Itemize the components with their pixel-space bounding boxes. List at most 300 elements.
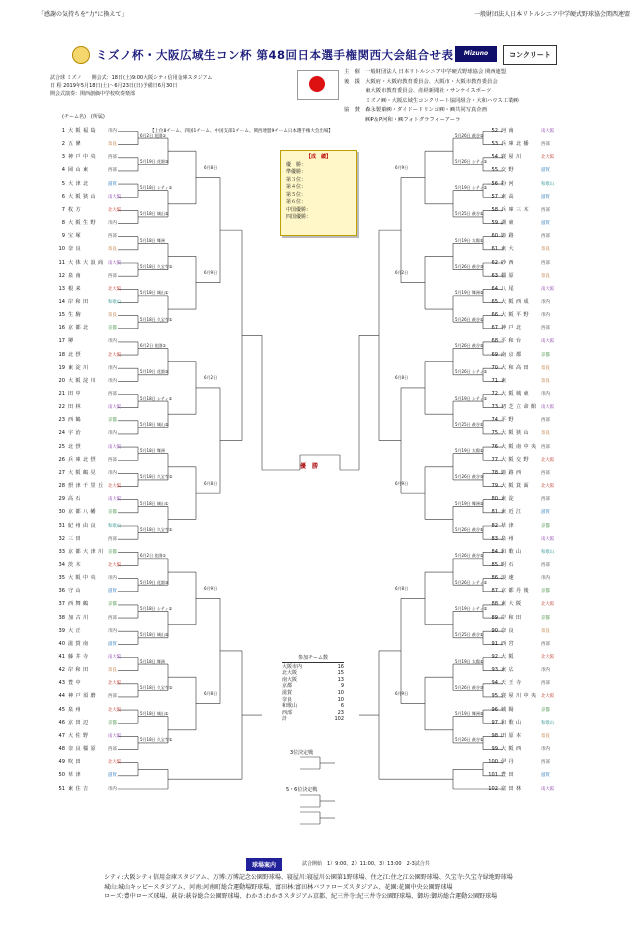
count-region: 南大阪: [282, 676, 298, 683]
team-entry: [486, 745, 550, 754]
team-entry: [486, 508, 550, 517]
team-entry: [52, 390, 117, 399]
team-name: 大阪淀川: [68, 377, 98, 384]
team-number: 89: [491, 614, 498, 621]
team-name: 東淀: [501, 496, 516, 503]
team-entry: [52, 180, 117, 189]
team-affiliation: 西部: [108, 155, 117, 161]
team-number: 37: [58, 601, 65, 608]
team-number: 80: [491, 496, 498, 503]
match-label: 6月2日 花園①: [140, 553, 166, 559]
sponsor-line: 主 催 一般財団法人 日本リトルシニア中学硬式野球協会 関西連盟: [344, 69, 507, 75]
team-number: 72: [491, 391, 498, 397]
team-affiliation: 南大阪: [108, 194, 122, 200]
count-value: 15: [337, 670, 344, 677]
team-entry: [52, 522, 121, 531]
team-entry: [52, 351, 121, 360]
team-entry: [52, 377, 117, 386]
match-label: 5月26日 萩谷②: [455, 553, 484, 559]
team-number: 70: [491, 364, 498, 371]
team-number: 34: [58, 561, 65, 568]
team-entry: [486, 324, 550, 333]
team-number: 3: [61, 154, 65, 161]
team-entry: [52, 206, 121, 215]
team-number: 68: [491, 338, 498, 345]
team-number: 97: [491, 719, 498, 726]
team-number: 87: [491, 588, 498, 595]
match-label: 6月9日: [395, 690, 409, 696]
team-entry: [52, 640, 117, 649]
team-affiliation: 西部: [541, 260, 550, 266]
team-affiliation: 南大阪: [541, 786, 555, 792]
count-row: [282, 710, 344, 717]
match-label: 5月18日 久宝寺①: [140, 737, 173, 743]
match-label: 5月18日 シティ①: [140, 185, 173, 191]
team-name: 大阪中央: [68, 575, 98, 582]
team-affiliation: 和歌山: [108, 523, 122, 529]
team-entry: [486, 706, 550, 715]
match-label: 6月9日: [395, 164, 409, 170]
team-number: 58: [491, 206, 498, 213]
team-affiliation: 奈良: [541, 247, 550, 253]
team-number: 75: [491, 430, 498, 437]
final-label: 優 勝: [300, 463, 319, 470]
team-affiliation: 西部: [541, 234, 550, 240]
result-row: 第４位：: [286, 184, 307, 190]
team-name: 紀州由良: [68, 522, 98, 529]
team-name: 滋賀南: [68, 640, 91, 647]
team-column-header: (チーム名) (所属): [62, 114, 105, 120]
match-label: 5月26日 萩谷③: [455, 264, 484, 269]
team-entry: [52, 311, 117, 320]
team-entry: [486, 535, 554, 544]
match-label: 5月19日 花園③: [140, 158, 169, 164]
team-name: 守山: [68, 588, 83, 595]
count-row: [282, 670, 344, 677]
team-name: 橿原: [501, 272, 516, 279]
team-affiliation: 西部: [541, 641, 550, 647]
team-affiliation: 北大阪: [108, 207, 122, 213]
team-entry: [486, 429, 550, 438]
team-affiliation: 奈良: [108, 668, 117, 674]
ball-and-opening: 試合球 ミズノ 開会式：18日(土)9:00大阪シティ信用金庫スタジアム: [50, 75, 213, 81]
team-number: 62: [491, 259, 498, 266]
team-name: 泉州: [501, 535, 516, 542]
team-entry: [486, 390, 550, 399]
result-row: 準優勝：: [286, 169, 307, 175]
team-name: 奈良橿原: [68, 746, 98, 753]
team-name: 岸和田: [68, 298, 91, 305]
team-affiliation: 西部: [108, 392, 117, 397]
venue-line: シティ:大阪シティ信用金庫スタジアム、万博:万博記念公園野球場、寝屋川:寝屋川公園第1野球場、住之江:住之江公園野球場、久宝寺:久宝寺緑地野球場: [104, 874, 513, 881]
qualification-notice: 【上位8チーム、四国1チーム、中国支部1チーム、関西連盟9チーム日本選手権大会出場】: [150, 129, 333, 134]
team-affiliation: 和歌山: [541, 181, 555, 187]
team-name: 岡山東: [68, 167, 91, 174]
count-region: 大阪市内: [282, 663, 303, 670]
match-label: 5月19日 舞洲②: [455, 500, 484, 506]
team-name: 奈良: [501, 627, 516, 634]
team-entry: [486, 679, 550, 688]
team-entry: [52, 548, 117, 557]
team-entry: [52, 785, 117, 794]
team-number: 77: [491, 456, 498, 463]
team-entry: [52, 561, 121, 570]
team-name: 草津: [501, 522, 516, 529]
team-number: 11: [58, 259, 65, 266]
count-region: 滋賀: [282, 689, 293, 696]
team-number: 39: [58, 627, 65, 634]
team-entry: [52, 245, 117, 254]
team-affiliation: 市内: [541, 299, 550, 305]
team-name: 堺: [68, 338, 76, 345]
match-label: 5月18日 城山①: [140, 711, 169, 717]
team-entry: [486, 245, 550, 254]
team-name: 岸和田: [68, 667, 91, 674]
count-region: 和歌山: [282, 703, 298, 710]
team-number: 61: [491, 246, 498, 253]
team-affiliation: 京都: [541, 615, 550, 621]
team-name: 大阪狭山: [501, 430, 531, 437]
participant-count-table: [282, 655, 344, 723]
match-label: 5月18日 舞洲: [140, 448, 165, 454]
team-number: 35: [58, 575, 65, 582]
match-label: 5月18日 城山①: [140, 290, 169, 296]
team-affiliation: 南大阪: [108, 655, 122, 660]
count-row: [282, 703, 344, 710]
schedule-dates: 日 程 2019年5月18日(土)～6月23日(日)予備日6月30日: [50, 83, 178, 89]
start-times: 試合開始 1）9:00、2）11:00、3）13:00 2-3試合共: [302, 861, 430, 867]
sponsor-line: 後 援 大阪府・大阪府教育委員会、大阪市・大阪市教育委員会: [344, 78, 498, 85]
team-name: 東高: [501, 193, 516, 200]
team-number: 42: [58, 667, 65, 674]
match-label: 5月18日 城山①: [140, 500, 169, 506]
count-region: 北大阪: [282, 670, 298, 677]
team-affiliation: 京都: [541, 707, 550, 713]
match-label: 5月18日 舞洲: [140, 237, 165, 243]
team-number: 23: [58, 417, 65, 424]
team-number: 96: [491, 706, 498, 713]
team-affiliation: 北大阪: [108, 707, 122, 713]
team-name: 岸和田: [501, 614, 524, 621]
team-number: 40: [58, 640, 65, 647]
team-entry: [52, 587, 117, 596]
count-region: 西部: [282, 709, 293, 716]
team-number: 83: [491, 535, 498, 542]
team-number: 54: [491, 154, 498, 161]
team-entry: [486, 495, 550, 504]
team-entry: [486, 311, 550, 320]
team-entry: [486, 732, 550, 741]
match-label: 5月26日 萩谷①: [455, 316, 484, 322]
team-name: 京都北: [68, 325, 91, 332]
team-name: 北摂: [68, 351, 83, 358]
team-affiliation: 西部: [541, 470, 550, 476]
organizer-name: 一般財団法人日本リトルシニア中学硬式野球協会関西連盟: [474, 11, 630, 18]
team-number: 30: [58, 509, 65, 516]
match-label: 5月18日 久宝寺②: [140, 264, 173, 269]
team-name: 東大阪: [501, 601, 524, 608]
team-name: 北摂: [68, 443, 83, 450]
match-label: 6月8日: [204, 164, 218, 170]
match-label: 6月2日 花園①: [140, 132, 166, 138]
team-affiliation: 京都: [541, 589, 550, 595]
team-affiliation: 南大阪: [108, 444, 122, 450]
team-affiliation: 滋賀: [541, 221, 550, 227]
team-affiliation: 西部: [108, 273, 117, 279]
team-affiliation: 北大阪: [541, 694, 555, 700]
team-number: 49: [58, 759, 65, 766]
team-entry: [486, 627, 550, 636]
team-affiliation: 京都: [108, 326, 117, 332]
team-affiliation: 北大阪: [541, 155, 555, 161]
result-row: 第３位：: [286, 176, 307, 183]
team-name: 東近江: [501, 509, 524, 516]
team-affiliation: 西部: [108, 457, 117, 463]
team-affiliation: 市内: [541, 747, 550, 753]
match-label: 5月19日 花園③: [140, 369, 169, 375]
team-affiliation: 西部: [541, 444, 550, 450]
team-affiliation: 西部: [541, 681, 550, 687]
team-entry: [486, 600, 554, 609]
team-name: 寝屋川: [501, 154, 524, 161]
team-entry: [486, 166, 550, 175]
team-affiliation: 北大阪: [108, 484, 122, 490]
team-entry: [52, 272, 117, 281]
team-entry: [486, 364, 550, 373]
team-name: 奈良: [68, 246, 83, 253]
team-affiliation: 奈良: [541, 365, 550, 371]
team-entry: [52, 456, 117, 465]
team-affiliation: 京都: [108, 510, 117, 516]
team-entry: [52, 732, 121, 741]
team-entry: [52, 600, 117, 609]
match-label: 6月2日 花園①: [140, 342, 166, 348]
team-number: 38: [58, 614, 65, 621]
team-entry: [52, 666, 117, 675]
team-entry: [486, 640, 550, 649]
team-affiliation: 京都: [541, 523, 550, 529]
team-affiliation: 奈良: [108, 142, 117, 148]
team-affiliation: 市内: [108, 129, 117, 134]
team-affiliation: 南大阪: [541, 536, 555, 542]
team-affiliation: 南大阪: [108, 733, 122, 739]
team-name: 京都大津川: [68, 548, 106, 555]
count-value: 10: [337, 696, 344, 703]
team-entry: [486, 259, 550, 268]
team-entry: [486, 153, 554, 162]
team-number: 71: [491, 377, 498, 384]
team-name: 寝屋川中央: [501, 693, 539, 700]
team-name: 大阪平野: [501, 312, 531, 319]
team-affiliation: 西部: [541, 142, 550, 148]
team-entry: [52, 153, 117, 162]
team-affiliation: 市内: [108, 339, 117, 345]
team-name: 東住吉: [68, 785, 91, 792]
match-label: 5月18日 久宝寺①: [140, 527, 173, 532]
team-name: 茨木: [68, 561, 83, 568]
team-number: 22: [58, 404, 65, 411]
team-entry: [486, 193, 550, 202]
count-region: 京都: [282, 683, 293, 690]
team-number: 20: [58, 377, 65, 384]
team-name: 根来: [68, 285, 83, 292]
team-entry: [486, 666, 550, 675]
team-entry: [52, 614, 117, 623]
team-entry: [486, 469, 550, 478]
team-entry: [52, 443, 121, 452]
result-row: 中国優勝：: [286, 206, 312, 213]
team-number: 25: [58, 443, 65, 450]
match-label: 5月19日 シティ②: [455, 395, 488, 401]
match-label: 5月25日 萩谷①: [455, 211, 484, 217]
team-entry: [52, 495, 121, 504]
third-place-label: 3位決定戦: [290, 750, 314, 756]
team-name: 大阪生野: [68, 220, 98, 227]
team-entry: [486, 180, 554, 189]
slogan: 「感謝の気持ちを"力"に換えて」: [38, 11, 128, 18]
team-number: 65: [491, 298, 498, 305]
team-affiliation: 南大阪: [108, 260, 122, 266]
team-number: 1: [61, 128, 65, 134]
team-affiliation: 北大阪: [108, 681, 122, 687]
team-number: 2: [61, 141, 65, 148]
match-label: 6月9日: [204, 585, 218, 591]
team-affiliation: 北大阪: [108, 562, 122, 568]
team-affiliation: 西部: [108, 747, 117, 753]
count-value: 10: [337, 689, 344, 696]
team-affiliation: 京都: [108, 602, 117, 608]
team-number: 86: [491, 575, 498, 582]
team-number: 74: [491, 417, 498, 424]
team-entry: [486, 206, 550, 215]
team-number: 7: [61, 206, 65, 213]
sponsor-line: ㈱P＆P河和・㈱フォトグラフィーアーラ: [344, 116, 461, 123]
team-entry: [52, 758, 121, 767]
team-entry: [52, 692, 117, 701]
team-affiliation: 奈良: [541, 273, 550, 279]
team-entry: [52, 771, 117, 780]
team-entry: [52, 232, 117, 241]
team-name: 兵庫三木: [501, 206, 531, 213]
match-label: 5月19日 花園③: [140, 579, 169, 585]
team-entry: [52, 469, 117, 478]
team-name: 草津: [68, 772, 83, 779]
count-row: [282, 690, 344, 697]
match-label: 6月8日: [395, 375, 409, 381]
team-name: 明石: [501, 561, 516, 568]
match-label: 5月19日 太陽①: [455, 658, 484, 664]
match-label: 5月26日 萩谷①: [455, 737, 484, 743]
team-number: 81: [491, 509, 498, 516]
team-name: 大津北: [68, 180, 91, 187]
venue-line: ローズ:豊中ローズ球場、萩谷:萩谷総合公園野球場、わかさ:わかさスタジアム京都、紀三井寺:紀三井寺公園野球場、御坊:御坊総合運動公園野球場: [104, 893, 498, 901]
team-affiliation: 和歌山: [541, 720, 555, 726]
team-entry: [52, 219, 117, 228]
team-name: 東淀川: [68, 364, 91, 371]
team-name: 豊田: [501, 772, 516, 779]
team-number: 24: [58, 430, 65, 437]
team-number: 60: [491, 233, 498, 240]
team-affiliation: 北大阪: [541, 602, 555, 608]
team-affiliation: 滋賀: [108, 773, 117, 779]
team-affiliation: 京都: [108, 418, 117, 424]
count-value: 16: [337, 663, 344, 670]
team-name: 姫路: [501, 233, 516, 240]
team-affiliation: 南大阪: [108, 405, 122, 411]
result-row: 優 勝：: [286, 161, 307, 168]
team-entry: [486, 758, 550, 767]
team-name: 初芝立命館: [501, 404, 539, 411]
sponsor-line: ミズノ㈱・大阪広域生コンクリート協同組合・大和ハウス工業㈱: [344, 97, 519, 104]
team-affiliation: 市内: [108, 786, 117, 792]
team-affiliation: 南大阪: [541, 286, 555, 292]
team-name: 宇治: [68, 430, 83, 437]
team-name: 大阪南中央: [501, 443, 539, 450]
page-title: ミズノ杯・大阪広域生コン杯 第48回日本選手権関西大会組合せ表: [96, 48, 454, 62]
team-affiliation: 市内: [108, 221, 117, 227]
count-value: 13: [337, 676, 344, 683]
team-entry: [52, 679, 121, 688]
team-entry: [486, 719, 554, 728]
match-label: 5月18日 シティ①: [140, 395, 173, 401]
team-number: 32: [58, 535, 65, 542]
team-entry: [52, 653, 121, 662]
team-name: 大和高田: [501, 364, 531, 371]
team-name: 東広: [501, 667, 516, 674]
team-number: 5: [61, 180, 65, 187]
team-affiliation: 西部: [541, 326, 550, 332]
team-entry: [52, 140, 117, 149]
team-number: 27: [58, 469, 65, 476]
team-name: 西宮: [501, 640, 516, 647]
team-name: 伊丹: [501, 759, 516, 766]
team-name: 浪速: [501, 575, 516, 582]
team-entry: [486, 614, 550, 623]
team-name: 生駒: [68, 312, 83, 319]
team-affiliation: 北大阪: [108, 352, 122, 358]
team-number: 79: [491, 483, 498, 490]
match-label: 5月26日 萩谷①: [455, 527, 484, 532]
team-number: 95: [491, 693, 498, 700]
team-number: 6: [61, 193, 65, 200]
team-entry: [486, 692, 554, 701]
team-name: 和歌山: [501, 548, 524, 555]
team-entry: [486, 522, 550, 531]
team-affiliation: 西部: [108, 168, 117, 174]
match-label: 6月8日: [204, 690, 218, 696]
match-label: 5月26日 萩谷③: [455, 684, 484, 690]
team-number: 63: [491, 272, 498, 279]
results-box: [280, 150, 357, 236]
team-entry: [486, 416, 550, 425]
match-label: 5月18日 城山②: [140, 632, 169, 638]
team-name: 東: [501, 377, 509, 384]
team-affiliation: 市内: [541, 668, 550, 674]
team-affiliation: 北大阪: [541, 457, 555, 463]
team-name: 田林: [68, 404, 83, 411]
team-name: 大体大浪商: [68, 259, 106, 266]
team-name: 高石: [68, 496, 83, 503]
team-number: 13: [58, 285, 65, 292]
team-name: 大阪: [501, 654, 516, 660]
team-affiliation: 西部: [108, 615, 117, 621]
match-label: 5月19日 太陽①: [455, 237, 484, 243]
team-affiliation: 西部: [541, 760, 550, 766]
team-affiliation: 市内: [108, 378, 117, 384]
team-entry: [486, 653, 554, 662]
match-label: 5月25日 萩谷①: [455, 632, 484, 638]
team-affiliation: 南大阪: [108, 497, 122, 503]
